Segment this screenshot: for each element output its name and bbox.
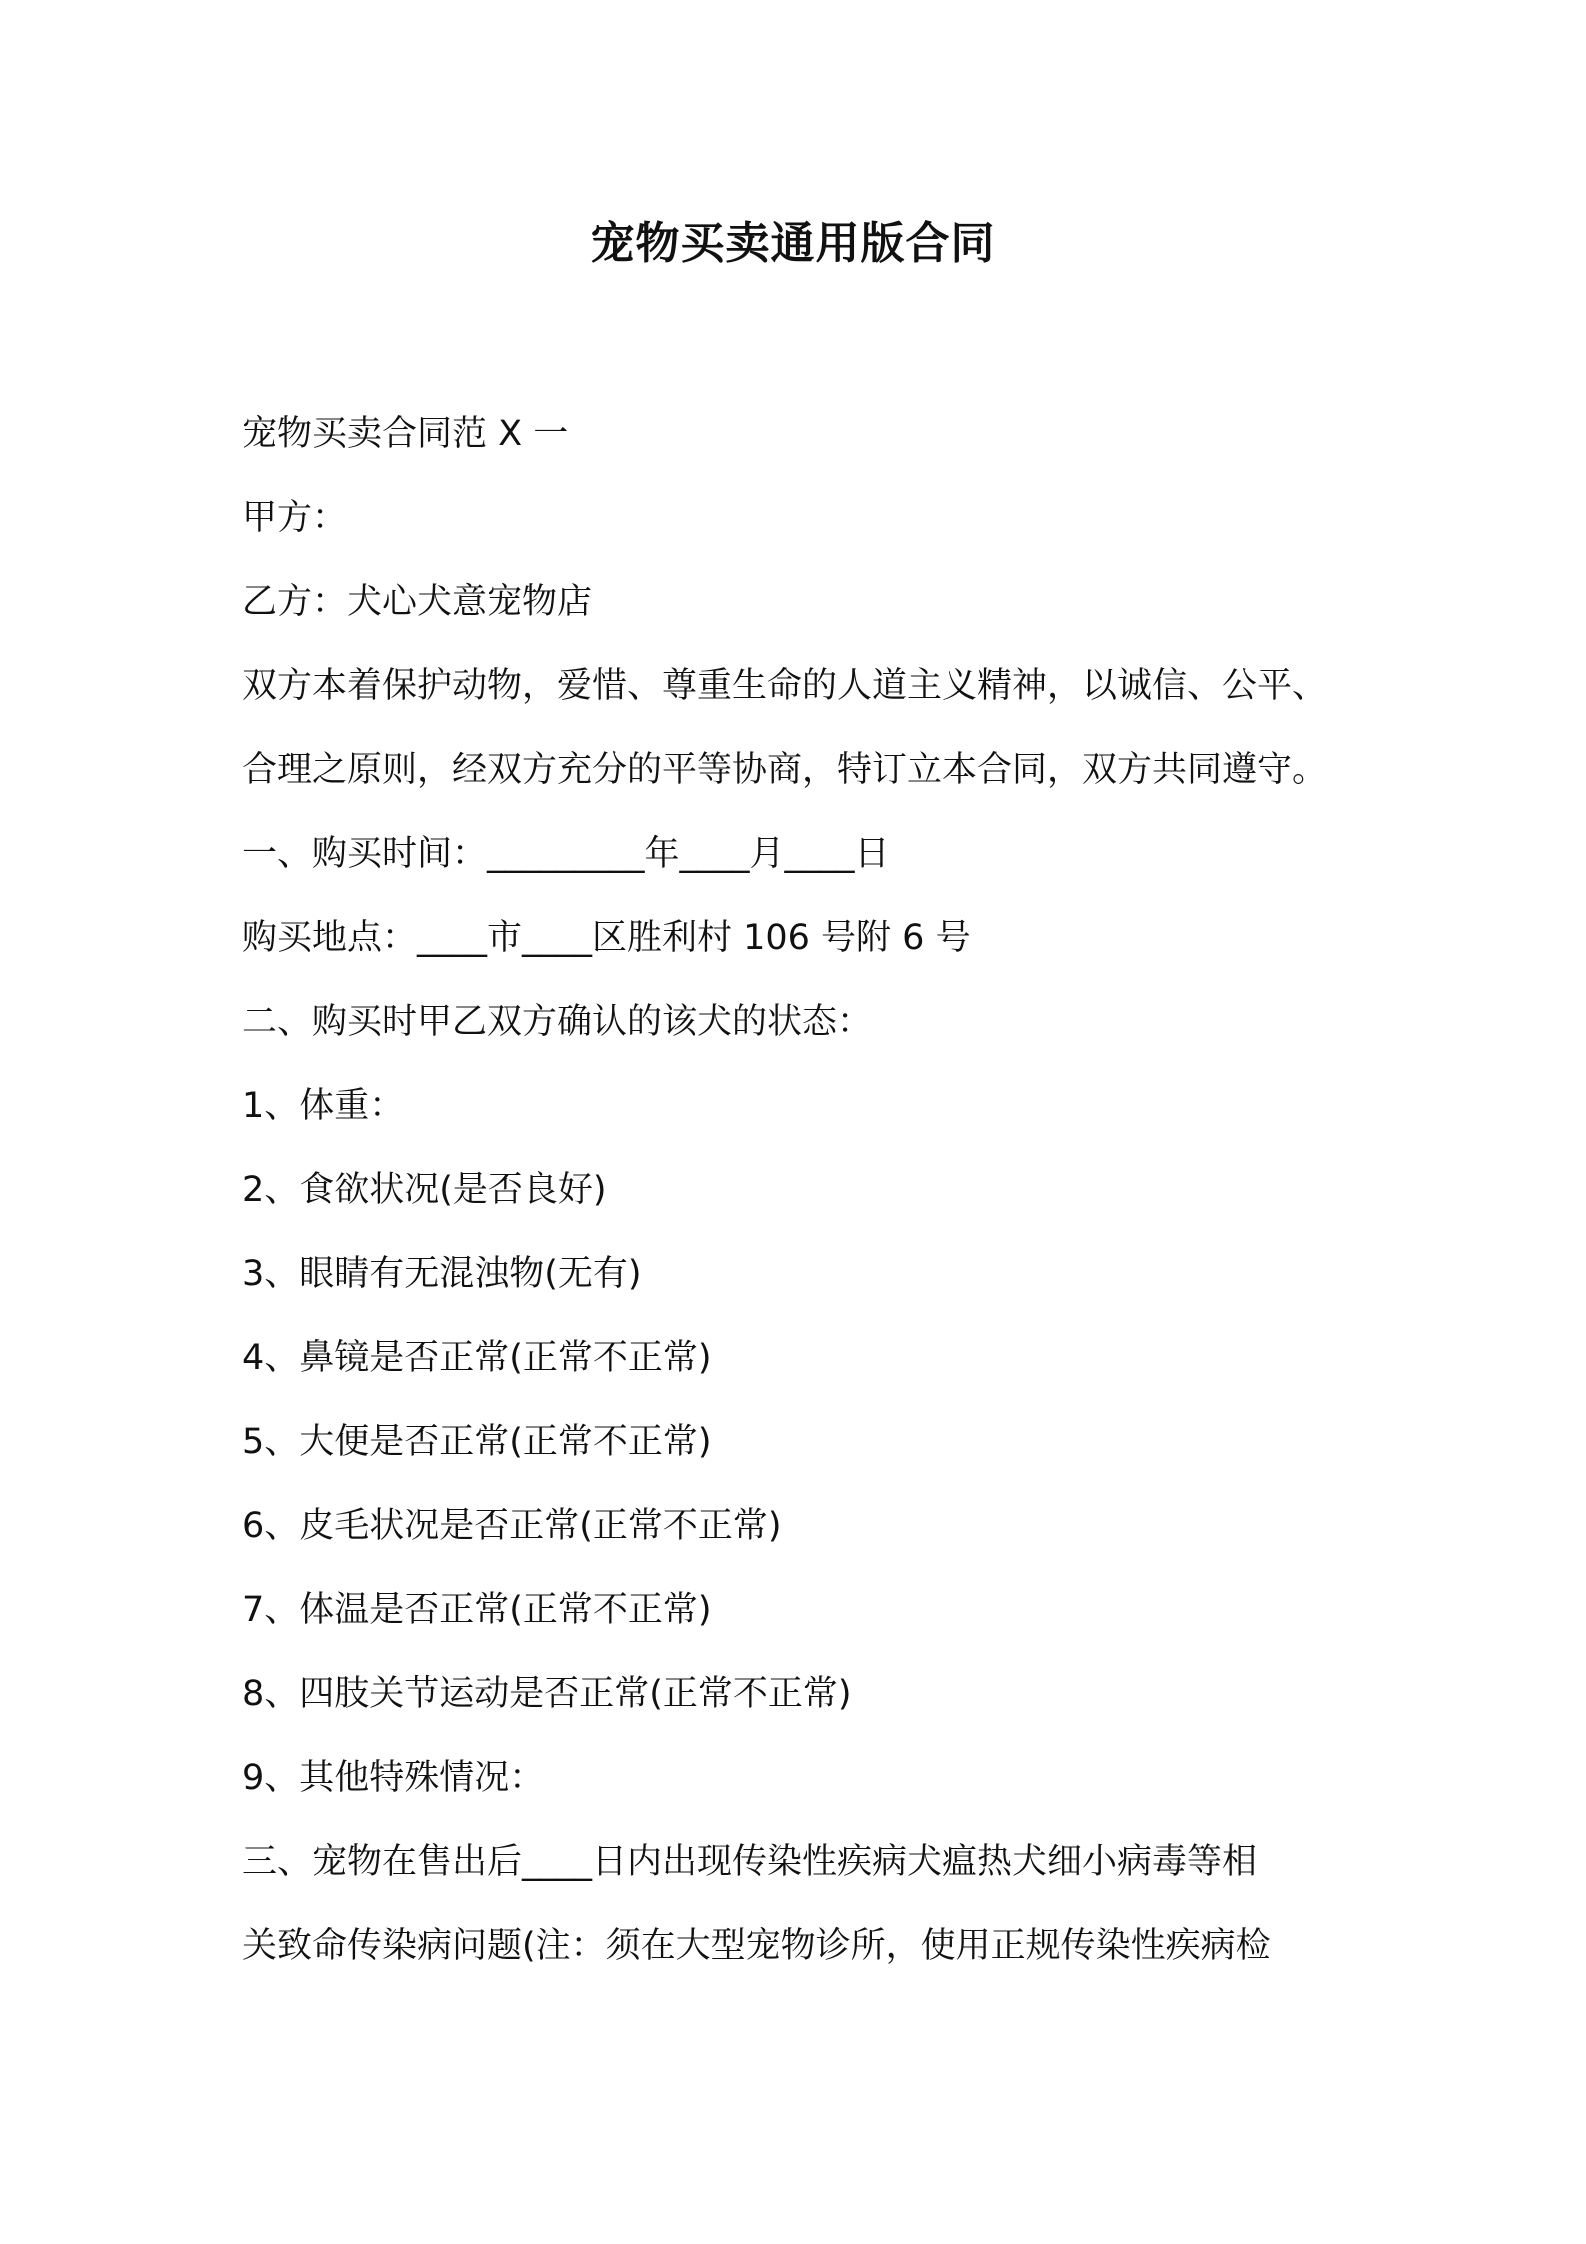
status-item-7: 7、体温是否正常(正常不正常) (242, 1590, 712, 1630)
status-item-1: 1、体重： (242, 1086, 405, 1126)
status-item-3: 3、眼睛有无混浊物(无有) (242, 1254, 642, 1294)
party-b-line: 乙方：犬心犬意宠物店 (242, 582, 593, 622)
section-two-heading: 二、购买时甲乙双方确认的该犬的状态： (242, 1002, 873, 1042)
status-item-2: 2、食欲状况(是否良好) (242, 1170, 607, 1210)
purchase-location-line: 购买地点：____市____区胜利村 106 号附 6 号 (242, 918, 971, 958)
party-a-line: 甲方： (242, 498, 348, 538)
document-title: 宠物买卖通用版合同 (590, 218, 996, 269)
status-item-8: 8、四肢关节运动是否正常(正常不正常) (242, 1674, 852, 1714)
section-three-line-1: 三、宠物在售出后____日内出现传染性疾病犬瘟热犬细小病毒等相 (242, 1842, 1258, 1882)
status-item-5: 5、大便是否正常(正常不正常) (242, 1422, 712, 1462)
purchase-time-line: 一、购买时间：_________年____月____日 (242, 834, 890, 874)
status-item-9: 9、其他特殊情况： (242, 1758, 545, 1798)
contract-subtitle: 宠物买卖合同范 X 一 (242, 414, 569, 454)
preamble-line-1: 双方本着保护动物，爱惜、尊重生命的人道主义精神，以诚信、公平、 (242, 666, 1328, 706)
preamble-line-2: 合理之原则，经双方充分的平等协商，特订立本合同，双方共同遵守。 (242, 750, 1328, 790)
status-item-6: 6、皮毛状况是否正常(正常不正常) (242, 1506, 782, 1546)
status-item-4: 4、鼻镜是否正常(正常不正常) (242, 1338, 712, 1378)
section-three-line-2: 关致命传染病问题(注：须在大型宠物诊所，使用正规传染性疾病检 (242, 1926, 1271, 1966)
